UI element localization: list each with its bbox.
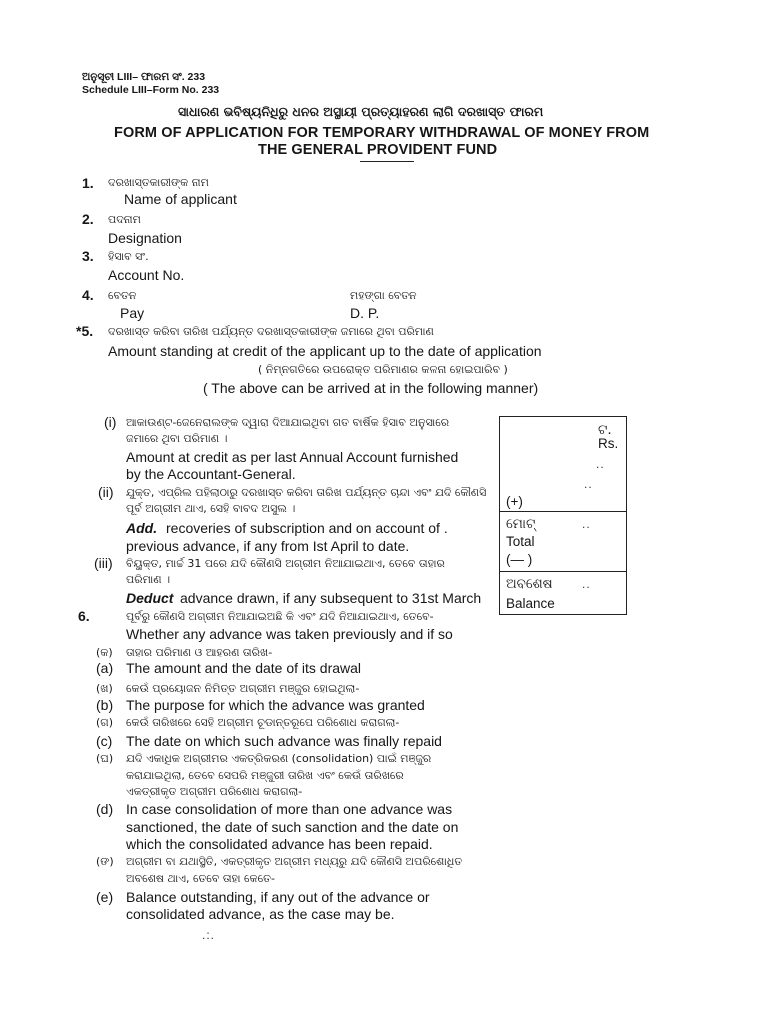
subitem-iii-odia-line1: ବିୟୁକ୍ତ, ମାର୍ଚ୍ଚ 31 ପରେ ଯଦି କୌଣସି ଅଗ୍ରୀମ ନିଆଯାଇଥାଏ, ତେବେ ତାହାର — [126, 557, 445, 570]
q6-d-line1: In case consolidation of more than one advance was — [126, 801, 453, 817]
item-5-note: ( The above can be arrived at in the following manner) — [203, 380, 539, 396]
q6-e-line2: consolidated advance, as the case may be. — [126, 906, 395, 922]
item-2-number: 2. — [82, 211, 94, 227]
box-separator-1 — [500, 511, 626, 512]
item-2-label: Designation — [108, 230, 182, 246]
item-1-label: Name of applicant — [124, 191, 237, 207]
item-3-label-odia: ହିସାବ ସଂ. — [108, 250, 149, 263]
item-4-dp: D. P. — [350, 305, 380, 321]
item-3-number: 3. — [82, 248, 94, 264]
item-1-label-odia: ଦରଖାସ୍ତକାରୀଙ୍କ ନାମ — [108, 176, 209, 189]
box-separator-2 — [500, 571, 626, 572]
subitem-i-line1: Amount at credit as per last Annual Account furnished — [126, 449, 459, 465]
form-title-line1: FORM OF APPLICATION FOR TEMPORARY WITHDRAWAL OF MONEY FROM — [114, 125, 650, 141]
q6-d-odia-line3: ଏକତ୍ରୀକୃତ ଅଗ୍ରୀମ ପରିଶୋଧ କରାଗଲା- — [126, 785, 303, 798]
q6-b-mark: (b) — [96, 697, 114, 713]
title-underline — [360, 161, 414, 162]
item-4-number: 4. — [82, 287, 94, 303]
q6-a-odia: ତାହାର ପରିମାଣ ଓ ଆହରଣ ତାରିଖ- — [126, 646, 273, 659]
q6-d-odia-line1: ଯଦି ଏକାଧିକ ଅଗ୍ରୀମର ଏକତ୍ରିକରଣ (consolidation) ପାଇଁ ମଞ୍ଜୁର — [126, 752, 432, 765]
item-5-note-odia: ( ନିମ୍ନଗତିରେ ଉପରୋକ୍ତ ପରିମାଣର କଳନା ହୋଇପାରିବ ) — [258, 363, 508, 376]
box-rs: Rs. — [598, 436, 619, 451]
amount-box — [499, 416, 627, 615]
schedule-label: Schedule LIII–Form No. 233 — [82, 84, 220, 96]
box-total: Total — [506, 534, 535, 549]
q6-e-mark: (e) — [96, 889, 114, 905]
q6-c-odia: କେଉଁ ତାରିଖରେ ସେହି ଅଗ୍ରୀମ ଚୂଡାନ୍ତରୂପେ ପରିଶୋଧ କରାଗଲା- — [126, 716, 400, 729]
subitem-ii-add: Add. — [126, 520, 158, 536]
form-title-line2: THE GENERAL PROVIDENT FUND — [258, 142, 498, 158]
q6-d-line2: sanctioned, the date of such sanction and the date on — [126, 819, 459, 835]
item-1-number: 1. — [82, 175, 94, 191]
subitem-i-odia-line2: ଜମାରେ ଥିବା ପରିମାଣ । — [126, 432, 228, 445]
item-5-number: *5. — [76, 323, 94, 339]
q6-e-odia-line2: ଅବଶେଷ ଥାଏ, ତେବେ ତାହା କେତେ- — [126, 872, 275, 885]
schedule-label-odia: ଅନୁସୂଚୀ LIII– ଫାରମ ସଂ. 233 — [82, 71, 206, 83]
subitem-ii-line2: previous advance, if any from Ist April to date. — [126, 538, 410, 554]
q6-d-line3: which the consolidated advance has been repaid. — [126, 836, 433, 852]
q6-b-text: The purpose for which the advance was granted — [126, 697, 425, 713]
box-balance-odia: ଅବଶେଷ — [506, 576, 553, 592]
subitem-iii-mark: (iii) — [94, 555, 113, 571]
q6-c-mark: (c) — [96, 733, 113, 749]
subitem-ii-odia-line1: ଯୁକ୍ତ, ଏପ୍ରିଲ ପହିଲାଠାରୁ ଦରଖାସ୍ତ କରିବା ତାରିଖ ପର୍ଯ୍ୟନ୍ତ ଚାନ୍ଦା ଏବଂ ଯଦି କୌଣସି — [126, 486, 487, 499]
subitem-iii-odia-line2: ପରିମାଣ । — [126, 573, 171, 586]
box-plus: (+) — [506, 494, 523, 509]
subitem-ii-mark: (ii) — [98, 484, 114, 500]
subitem-i-odia-line1: ଆକାଉଣ୍ଟ-ଜେନେରାଲଙ୍କ ଦ୍ୱାରା ଦିଆଯାଇଥିବା ଗତ ବାର୍ଷିକ ହିସାବ ଅନୁସାରେ — [126, 416, 450, 429]
q6-e-line1: Balance outstanding, if any out of the advance or — [126, 889, 430, 905]
item-4-dp-odia: ମହଙ୍ଗା ବେତନ — [350, 289, 417, 302]
q6-e-odia-mark: (ଙ) — [96, 855, 114, 868]
item-5-label-odia: ଦରଖାସ୍ତ କରିବା ତାରିଖ ପର୍ଯ୍ୟନ୍ତ ଦରଖାସ୍ତକାରୀଙ୍କ ଜମାରେ ଥିବା ପରିମାଣ — [108, 325, 434, 338]
q6-c-text: The date on which such advance was finally repaid — [126, 733, 442, 749]
form-title-odia: ସାଧାରଣ ଭବିଷ୍ୟନିଧିରୁ ଧନର ଅସ୍ଥାୟୀ ପ୍ରତ୍ୟାହରଣ ଲାଗି ଦରଖାସ୍ତ ଫାରମ — [178, 104, 544, 119]
subitem-i-mark: (i) — [104, 414, 117, 430]
box-dots-1: .. — [596, 457, 605, 471]
q6-d-mark: (d) — [96, 801, 114, 817]
item-4-pay-odia: ବେତନ — [108, 289, 137, 302]
item-2-label-odia: ପଦନାମ — [108, 213, 141, 226]
subitem-i-line2: by the Accountant-General. — [126, 466, 296, 482]
box-dots-3: .. — [582, 517, 591, 531]
item-6-label-odia: ପୂର୍ବରୁ କୌଣସି ଅଗ୍ରୀମ ନିଆଯାଇଅଛି କି ଏବଂ ଯଦି ନିଆଯାଇଥାଏ, ତେବେ- — [126, 610, 434, 623]
box-dots-2: .. — [584, 477, 593, 491]
subitem-ii-line1: recoveries of subscription and on account of . — [166, 520, 448, 536]
box-total-odia: ମୋଟ୍ — [506, 516, 536, 532]
q6-e-odia-line1: ଅଗ୍ରୀମ ବା ଯଥାସ୍ଥିତି, ଏକତ୍ରୀକୃତ ଅଗ୍ରୀମ ମଧ୍ୟରୁ ଯଦି କୌଣସି ଅପରିଶୋଧିତ — [126, 855, 463, 868]
item-5-label: Amount standing at credit of the applicant up to the date of application — [108, 343, 542, 359]
q6-b-odia-mark: (ଖ) — [96, 682, 113, 695]
box-dots-4: .. — [582, 577, 591, 591]
q6-a-odia-mark: (କ) — [96, 646, 113, 659]
q6-a-mark: (a) — [96, 660, 114, 676]
subitem-iii-line1: advance drawn, if any subsequent to 31st March — [180, 590, 482, 606]
q6-a-text: The amount and the date of its drawal — [126, 660, 362, 676]
subitem-ii-odia-line2: ପୂର୍ବ ଅଗ୍ରୀମ ଥାଏ, ସେହି ବାବଦ ଅସୁଲ । — [126, 502, 296, 515]
item-4-pay: Pay — [120, 305, 145, 321]
item-6-number: 6. — [78, 608, 90, 624]
box-minus: (— ) — [506, 552, 533, 567]
box-rs-odia: ଟ. — [598, 422, 612, 438]
item-6-label: Whether any advance was taken previously and if so — [126, 626, 453, 642]
item-3-label: Account No. — [108, 267, 185, 283]
q6-d-odia-line2: କରାଯାଇଥିଲା, ତେବେ ସେପରି ମଞ୍ଜୁରୀ ତାରିଖ ଏବଂ କେଉଁ ତାରିଖରେ — [126, 769, 404, 782]
q6-b-odia: କେଉଁ ପ୍ରୟୋଜନ ନିମିତ୍ତ ଅଗ୍ରୀମ ମଞ୍ଜୁର ହୋଇଥିଲା- — [126, 682, 360, 695]
subitem-iii-deduct: Deduct — [126, 590, 174, 606]
scan-specks: .:. — [202, 928, 216, 942]
box-balance: Balance — [506, 596, 555, 611]
q6-c-odia-mark: (ଗ) — [96, 716, 114, 729]
q6-d-odia-mark: (ଘ) — [96, 752, 114, 765]
